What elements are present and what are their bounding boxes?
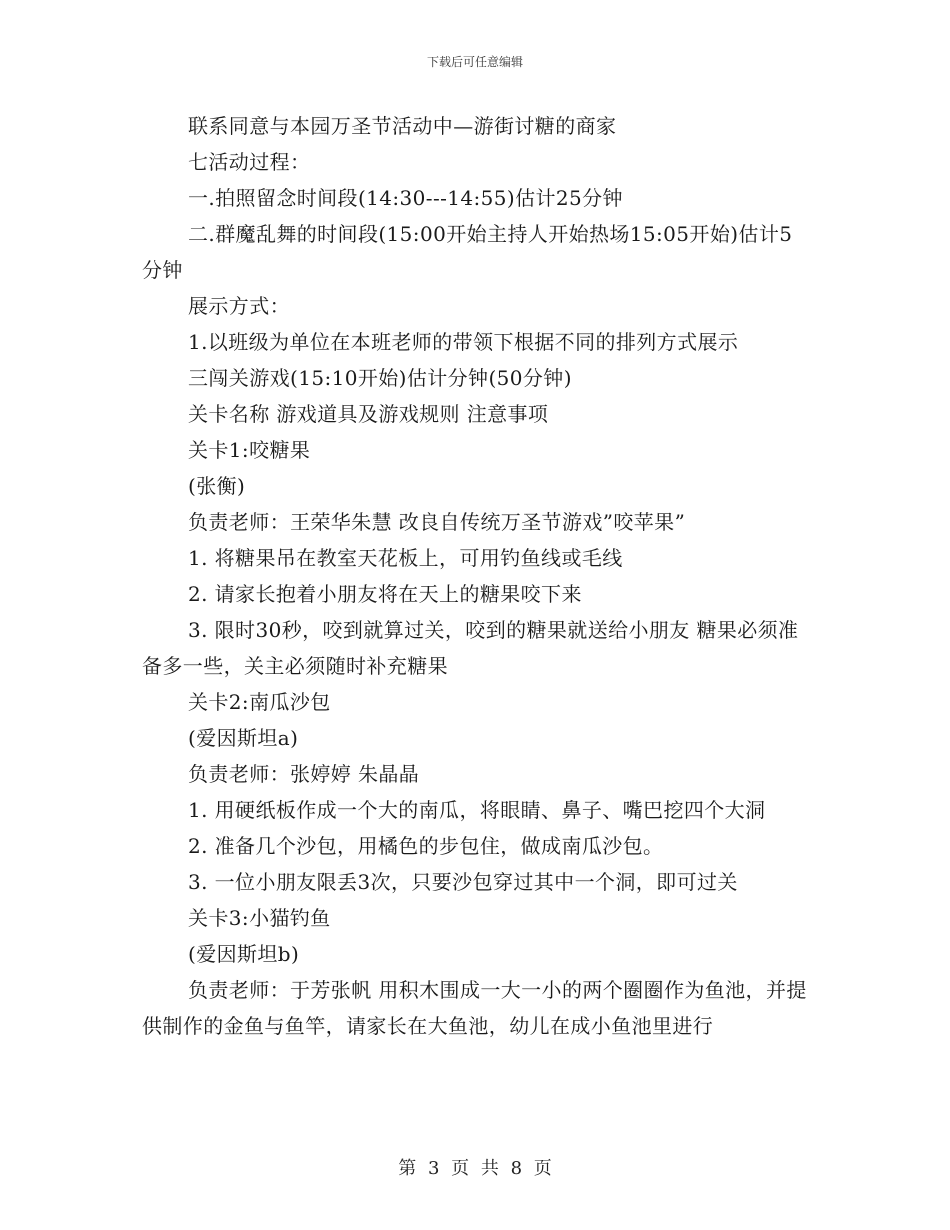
paragraph-display-by-class: 1.以班级为单位在本班老师的带领下根据不同的排列方式展示 xyxy=(188,330,739,354)
paragraph-merchants: 联系同意与本园万圣节活动中—游街讨糖的商家 xyxy=(188,114,617,138)
page-footer: 第 3 页 共 8 页 xyxy=(398,1158,552,1179)
paragraph-level-2-teachers: 负责老师：张婷婷 朱晶晶 xyxy=(188,762,420,786)
heading-display-method: 展示方式： xyxy=(188,294,290,318)
heading-level-2: 关卡2:南瓜沙包 xyxy=(188,690,331,714)
paragraph-level-3-room: (爱因斯坦b) xyxy=(188,942,300,966)
paragraph-level-3-teachers: 负责老师：于芳张帆 用积木围成一大一小的两个圈圈作为鱼池，并提供制作的金鱼与鱼竿，请家长在大鱼池，幼儿在成小鱼池里进行 xyxy=(142,978,807,1038)
paragraph-level-2-rule-1: 1. 用硬纸板作成一个大的南瓜，将眼睛、鼻子、嘴巴挖四个大洞 xyxy=(188,798,766,822)
paragraph-dance-session: 二.群魔乱舞的时间段(15:00开始主持人开始热场15:05开始)估计5分钟 xyxy=(142,222,793,282)
page-header: 下载后可任意编辑 xyxy=(426,55,523,69)
paragraph-level-1-teachers: 负责老师：王荣华朱慧 改良自传统万圣节游戏”咬苹果” xyxy=(188,510,686,534)
paragraph-level-1-rule-3: 3. 限时30秒，咬到就算过关，咬到的糖果就送给小朋友 糖果必须准备多一些，关主必须随时补充糖果 xyxy=(142,618,799,678)
document-body xyxy=(142,108,808,1044)
paragraph-table-header: 关卡名称 游戏道具及游戏规则 注意事项 xyxy=(188,402,549,426)
paragraph-level-2-rule-3: 3. 一位小朋友限丢3次，只要沙包穿过其中一个洞，即可过关 xyxy=(188,870,738,894)
paragraph-level-1-room: (张衡) xyxy=(188,474,246,498)
paragraph-level-2-rule-2: 2. 准备几个沙包，用橘色的步包住，做成南瓜沙包。 xyxy=(188,834,664,858)
paragraph-level-2-room: (爱因斯坦a) xyxy=(188,726,299,750)
paragraph-photo-session: 一.拍照留念时间段(14:30---14:55)估计25分钟 xyxy=(188,186,623,210)
paragraph-level-1-rule-2: 2. 请家长抱着小朋友将在天上的糖果咬下来 xyxy=(188,582,582,606)
paragraph-level-games: 三闯关游戏(15:10开始)估计分钟(50分钟) xyxy=(188,366,572,390)
heading-level-1: 关卡1:咬糖果 xyxy=(188,438,311,462)
heading-activity-process: 七活动过程： xyxy=(188,150,311,174)
heading-level-3: 关卡3:小猫钓鱼 xyxy=(188,906,331,930)
paragraph-level-1-rule-1: 1. 将糖果吊在教室天花板上，可用钓鱼线或毛线 xyxy=(188,546,623,570)
